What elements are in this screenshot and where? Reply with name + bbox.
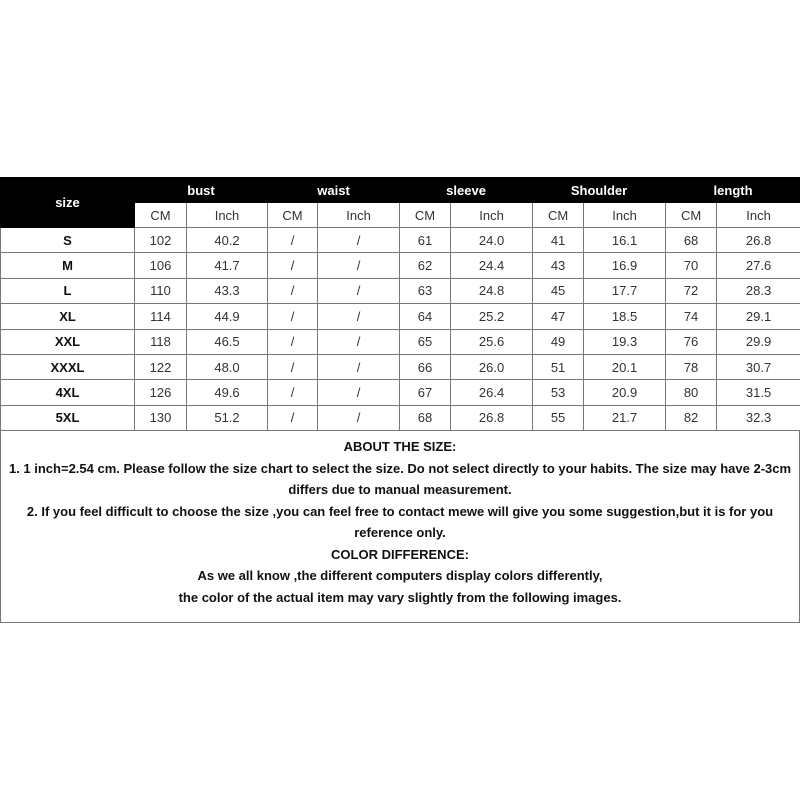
table-row [1, 329, 800, 354]
table-cell: / [268, 278, 318, 303]
table-cell: 45 [533, 278, 584, 303]
table-row [1, 278, 800, 303]
table-cell: 65 [400, 329, 451, 354]
table-cell: 74 [666, 304, 717, 329]
table-cell: / [318, 354, 400, 379]
color-note-line-2: the color of the actual item may vary slightly from the following images. [178, 589, 622, 605]
table-cell: / [318, 380, 400, 405]
table-cell: 24.8 [451, 278, 533, 303]
table-cell: / [318, 304, 400, 329]
table-cell: 31.5 [717, 380, 800, 405]
size-cell: S [1, 228, 135, 253]
table-cell: 16.1 [584, 228, 666, 253]
table-cell: 27.6 [717, 253, 800, 278]
table-cell: 55 [533, 405, 584, 430]
note-1-line-1: 1. 1 inch=2.54 cm. Please follow the size chart to select the size. Do not select directly to your habits. The size may have 2-3cm [8, 460, 792, 476]
table-cell: 25.2 [451, 304, 533, 329]
table-cell: / [318, 278, 400, 303]
table-cell: 32.3 [717, 405, 800, 430]
table-cell: 24.0 [451, 228, 533, 253]
note-2-line-1: 2. If you feel difficult to choose the size ,you can feel free to contact mewe will give you some suggestion,but it is for you [26, 503, 774, 519]
table-cell: 29.1 [717, 304, 800, 329]
table-cell: 66 [400, 354, 451, 379]
size-chart [0, 177, 800, 623]
table-cell: / [268, 405, 318, 430]
size-cell: XXXL [1, 354, 135, 379]
table-cell: / [268, 228, 318, 253]
table-cell: 106 [135, 253, 187, 278]
table-cell: 26.4 [451, 380, 533, 405]
table-cell: 44.9 [187, 304, 268, 329]
table-cell: / [268, 329, 318, 354]
table-cell: 49.6 [187, 380, 268, 405]
table-cell: 62 [400, 253, 451, 278]
table-cell: 47 [533, 304, 584, 329]
table-cell: / [268, 354, 318, 379]
size-cell: M [1, 253, 135, 278]
table-cell: 118 [135, 329, 187, 354]
table-cell: / [268, 253, 318, 278]
table-cell: 53 [533, 380, 584, 405]
table-row [1, 354, 800, 379]
table-row [1, 304, 800, 329]
table-cell: 17.7 [584, 278, 666, 303]
unit-header: CM [268, 203, 318, 228]
group-sleeve: sleeve [400, 178, 533, 203]
table-cell: 49 [533, 329, 584, 354]
table-cell: 18.5 [584, 304, 666, 329]
table-cell: 72 [666, 278, 717, 303]
table-row [1, 405, 800, 430]
group-waist: waist [268, 178, 400, 203]
table-cell: 26.8 [451, 405, 533, 430]
size-column-header: size [1, 178, 135, 228]
unit-header: Inch [717, 203, 800, 228]
about-size-title: ABOUT THE SIZE: [343, 439, 457, 455]
group-shoulder: Shoulder [533, 178, 666, 203]
size-cell: L [1, 278, 135, 303]
table-cell: 76 [666, 329, 717, 354]
table-cell: 126 [135, 380, 187, 405]
table-cell: 64 [400, 304, 451, 329]
table-row [1, 380, 800, 405]
table-cell: 78 [666, 354, 717, 379]
table-row [1, 253, 800, 278]
size-cell: 5XL [1, 405, 135, 430]
table-cell: 43 [533, 253, 584, 278]
unit-header: Inch [584, 203, 666, 228]
table-cell: 20.9 [584, 380, 666, 405]
table-cell: 102 [135, 228, 187, 253]
table-cell: 61 [400, 228, 451, 253]
group-header-row [1, 178, 800, 203]
unit-header: CM [135, 203, 187, 228]
unit-header: Inch [451, 203, 533, 228]
table-row [1, 228, 800, 253]
table-cell: 63 [400, 278, 451, 303]
table-cell: 43.3 [187, 278, 268, 303]
table-cell: 41 [533, 228, 584, 253]
group-bust: bust [135, 178, 268, 203]
size-cell: XXL [1, 329, 135, 354]
table-cell: 70 [666, 253, 717, 278]
table-cell: 26.8 [717, 228, 800, 253]
table-cell: 122 [135, 354, 187, 379]
table-cell: 68 [400, 405, 451, 430]
table-cell: 67 [400, 380, 451, 405]
unit-header: CM [400, 203, 451, 228]
table-cell: 80 [666, 380, 717, 405]
table-cell: 30.7 [717, 354, 800, 379]
table-cell: 25.6 [451, 329, 533, 354]
size-cell: 4XL [1, 380, 135, 405]
size-table [0, 177, 800, 431]
note-2-line-2: reference only. [354, 525, 446, 541]
table-cell: / [318, 329, 400, 354]
unit-header: Inch [318, 203, 400, 228]
table-cell: / [318, 228, 400, 253]
table-cell: / [318, 405, 400, 430]
table-cell: 20.1 [584, 354, 666, 379]
color-difference-title: COLOR DIFFERENCE: [331, 546, 469, 562]
table-cell: 29.9 [717, 329, 800, 354]
table-cell: / [268, 380, 318, 405]
table-cell: 46.5 [187, 329, 268, 354]
group-length: length [666, 178, 800, 203]
table-cell: 82 [666, 405, 717, 430]
size-cell: XL [1, 304, 135, 329]
unit-header: CM [533, 203, 584, 228]
table-cell: 48.0 [187, 354, 268, 379]
table-cell: 41.7 [187, 253, 268, 278]
table-cell: 51.2 [187, 405, 268, 430]
table-cell: 130 [135, 405, 187, 430]
table-cell: 21.7 [584, 405, 666, 430]
size-notes [0, 431, 800, 623]
table-cell: 19.3 [584, 329, 666, 354]
table-cell: / [318, 253, 400, 278]
table-cell: 114 [135, 304, 187, 329]
table-cell: 68 [666, 228, 717, 253]
table-cell: 26.0 [451, 354, 533, 379]
table-cell: 40.2 [187, 228, 268, 253]
unit-header: CM [666, 203, 717, 228]
table-cell: 28.3 [717, 278, 800, 303]
table-cell: 16.9 [584, 253, 666, 278]
color-note-line-1: As we all know ,the different computers display colors differently, [197, 568, 603, 584]
table-cell: 24.4 [451, 253, 533, 278]
note-1-line-2: differs due to manual measurement. [288, 482, 512, 498]
table-cell: 51 [533, 354, 584, 379]
table-cell: 110 [135, 278, 187, 303]
table-cell: / [268, 304, 318, 329]
unit-header: Inch [187, 203, 268, 228]
